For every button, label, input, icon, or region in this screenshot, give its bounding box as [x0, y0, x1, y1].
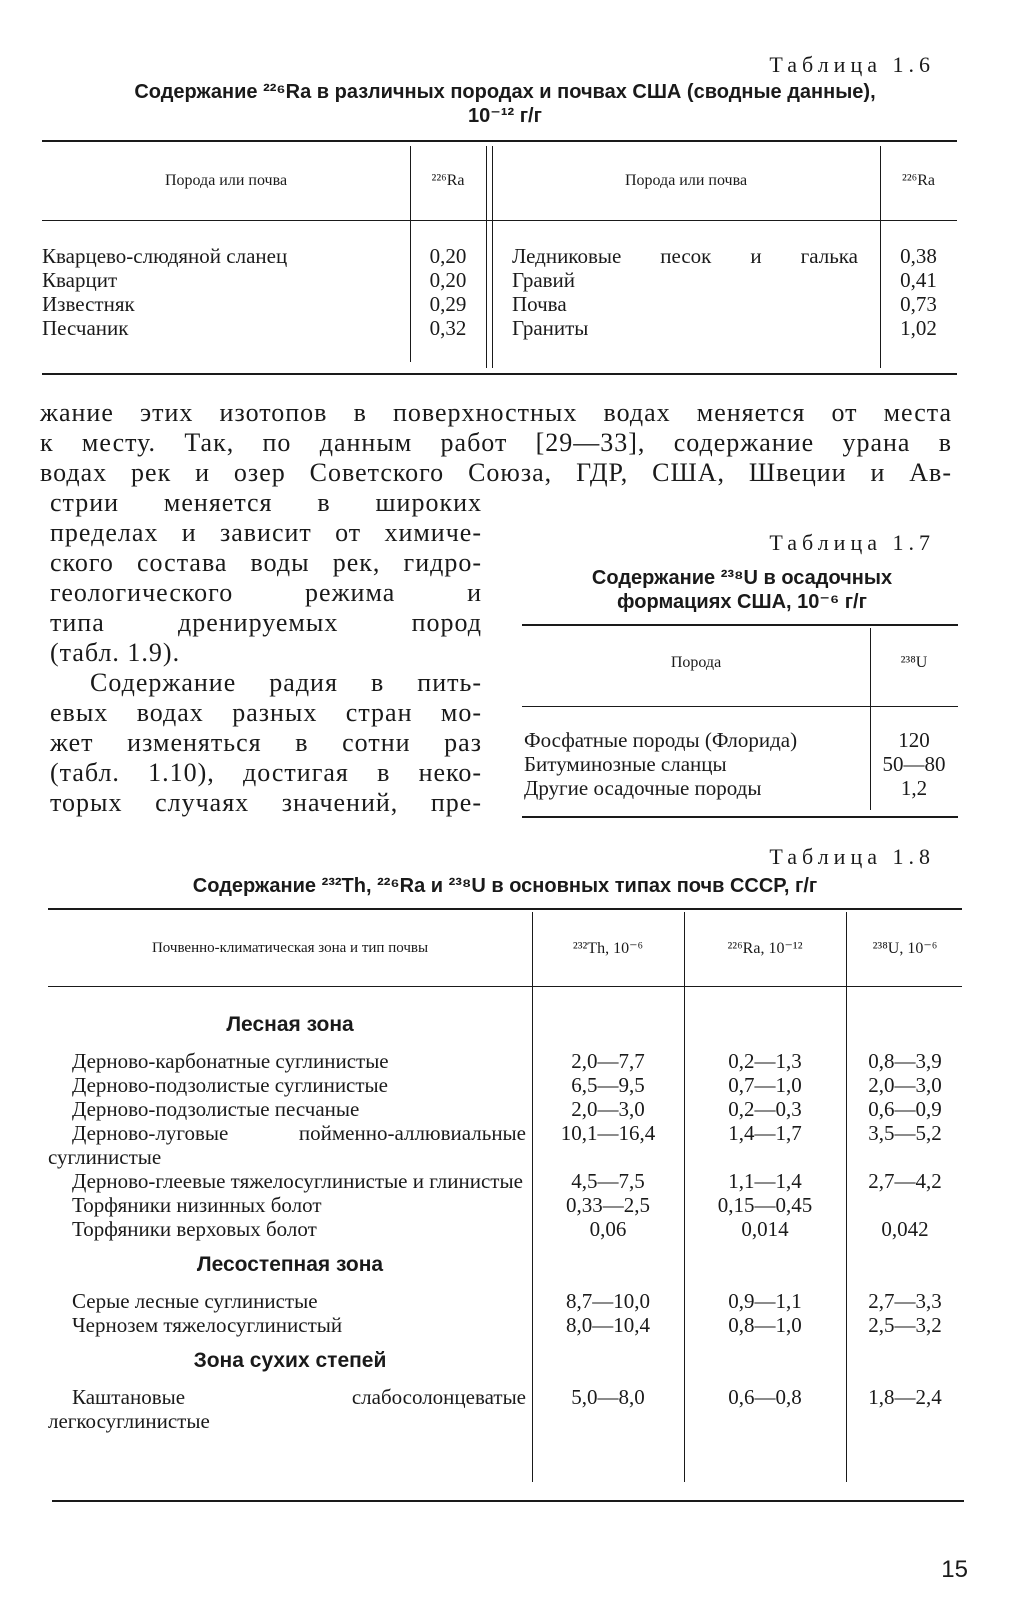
table-1-8-label: Таблица 1.8 [769, 844, 935, 869]
table-row: Фосфатные породы (Флорида) [524, 728, 798, 752]
table-row: Кварцит [42, 268, 118, 292]
table-cell: 0,29 [429, 292, 467, 316]
text-line: стрии меняется в широких [50, 488, 482, 517]
table-row: Дерново-подзолистые суглинистые 6,5—9,5 0,7—1,0 2,0—3,0 [72, 1073, 942, 1097]
table-1-6-col-ra-right: ²²⁶Ra [902, 172, 935, 189]
table-1-7-top-rule [522, 624, 958, 626]
table-row: Торфяники низинных болот 0,33—2,5 0,15—0,45 [72, 1193, 813, 1217]
table-1-6-col-rock-right: Порода или почва [624, 172, 748, 189]
table-row: Другие осадочные породы [524, 776, 762, 800]
table-row: Песчаник [42, 316, 129, 340]
table-cell: 1,02 [900, 316, 937, 340]
text-line: евых водах разных стран мо- [50, 698, 482, 727]
body-text-full [40, 398, 952, 488]
table-row: Гравий [512, 268, 576, 292]
table-1-6-bottom-rule [42, 373, 957, 375]
page-number: 15 [941, 1556, 968, 1583]
table-1-6-vline [486, 146, 487, 368]
text-line: пределах и зависит от химиче- [50, 518, 482, 547]
table-row: Дерново-подзолистые песчаные 2,0—3,0 0,2—0,3 0,6—0,9 [72, 1097, 942, 1121]
text-line: водах рек и озер Советского Союза, ГДР, США, Швеции и Ав- [40, 458, 952, 487]
table-1-8-col-u: ²³⁸U, 10⁻⁶ [872, 940, 938, 957]
table-cell: 120 [898, 728, 930, 752]
table-row: Торфяники верховых болот 0,06 0,014 0,042 [72, 1217, 929, 1241]
table-1-6-caption: Содержание ²²⁶Ra в различных породах и почвах США (сводные данные), 10⁻¹² г/г [134, 81, 876, 127]
table-row: Серые лесные суглинистые 8,7—10,0 0,9—1,1 2,7—3,3 [72, 1289, 942, 1313]
zone-row [48, 1013, 964, 1049]
table-1-7-bottom-rule [522, 816, 958, 818]
table-row: Каштановые слабосолонцеватые легкосуглинистые 5,0—8,0 0,6—0,8 1,8—2,4 [48, 1385, 942, 1433]
zone-row [48, 1241, 964, 1289]
table-1-7-values [870, 728, 958, 800]
text-line: ского состава воды рек, гидро- [50, 548, 482, 577]
text-line: к месту. Так, по данным работ [29—33], содержание урана в [40, 428, 952, 457]
zone-title: Лесная зона [226, 1013, 354, 1036]
table-cell: 0,73 [900, 292, 937, 316]
table-cell: 0,20 [429, 268, 467, 292]
table-row: Ледниковые песок и галька [512, 244, 858, 268]
table-row: Кварцево-слюдяной сланец [42, 244, 288, 268]
text-line: жет изменяться в сотни раз [50, 728, 482, 757]
table-1-6-label: Таблица 1.6 [769, 52, 935, 77]
table-1-8-header-rule [48, 986, 962, 987]
table-1-6-right-names [512, 244, 858, 340]
text-line: геологического режима и [50, 578, 482, 607]
table-1-8-col-ra: ²²⁶Ra, 10⁻¹² [727, 940, 803, 957]
text-line: торых случаях значений, пре- [50, 788, 482, 817]
table-row: Дерново-луговые пойменно-аллювиальные суглинистые 10,1—16,4 1,4—1,7 3,5—5,2 [48, 1121, 942, 1169]
table-row: Чернозем тяжелосуглинистый 8,0—10,4 0,8—1,0 2,5—3,2 [72, 1313, 942, 1337]
table-1-6-header-rule [42, 220, 957, 221]
table-1-6-col-ra-left: ²²⁶Ra [431, 172, 465, 189]
table-row: Дерново-карбонатные суглинистые 2,0—7,7 0,2—1,3 0,8—3,9 [72, 1049, 942, 1073]
table-row: Граниты [512, 316, 589, 340]
text-line: (табл. 1.10), достигая в неко- [50, 758, 482, 787]
table-1-8-col-zone: Почвенно-климатическая зона и тип почвы [151, 940, 429, 956]
table-1-8-top-rule [48, 908, 962, 910]
text-line: (табл. 1.9). [50, 638, 181, 667]
table-1-8-col-th: ²³²Th, 10⁻⁶ [572, 940, 644, 957]
table-cell: 0,41 [900, 268, 937, 292]
text-line: жание этих изотопов в поверхностных водах меняется от места [40, 398, 952, 427]
table-1-7-caption: Содержание ²³⁸U в осадочных формациях США, 10⁻⁶ г/г [591, 567, 893, 613]
table-1-7-header-rule [522, 706, 958, 707]
table-1-8-body [48, 1013, 964, 1433]
table-row: Известняк [42, 292, 135, 316]
table-1-7-col-u: ²³⁸U [900, 654, 928, 671]
table-1-6-right-values [880, 244, 957, 340]
table-cell: 1,2 [900, 776, 928, 800]
table-1-7-names [524, 728, 868, 800]
table-row: Дерново-глеевые тяжелосуглинистые и глинистые 4,5—7,5 1,1—1,4 2,7—4,2 [72, 1169, 942, 1193]
zone-title: Лесостепная зона [196, 1253, 384, 1276]
table-1-6-col-rock-left: Порода или почва [164, 172, 288, 189]
table-cell: 50—80 [882, 752, 946, 776]
table-1-6-left-values [410, 244, 486, 340]
table-1-7-col-rock: Порода [670, 654, 722, 671]
table-cell: 0,38 [900, 244, 937, 268]
table-row: Битуминозные сланцы [524, 752, 727, 776]
text-line: типа дренируемых пород [50, 608, 482, 637]
table-1-7-label: Таблица 1.7 [769, 530, 935, 555]
table-cell: 0,32 [429, 316, 467, 340]
text-line: Содержание радия в пить- [90, 668, 482, 697]
table-1-8-bottom-rule [52, 1500, 964, 1502]
zone-row [48, 1337, 964, 1385]
table-1-6-top-rule [42, 140, 957, 142]
table-row: Почва [512, 292, 567, 316]
table-1-6-left-names [42, 244, 410, 340]
table-1-8-caption: Содержание ²³²Th, ²²⁶Ra и ²³⁸U в основных типах почв СССР, г/г [192, 875, 818, 897]
zone-title: Зона сухих степей [193, 1349, 387, 1372]
table-cell: 0,20 [429, 244, 467, 268]
body-text-column [50, 488, 482, 818]
